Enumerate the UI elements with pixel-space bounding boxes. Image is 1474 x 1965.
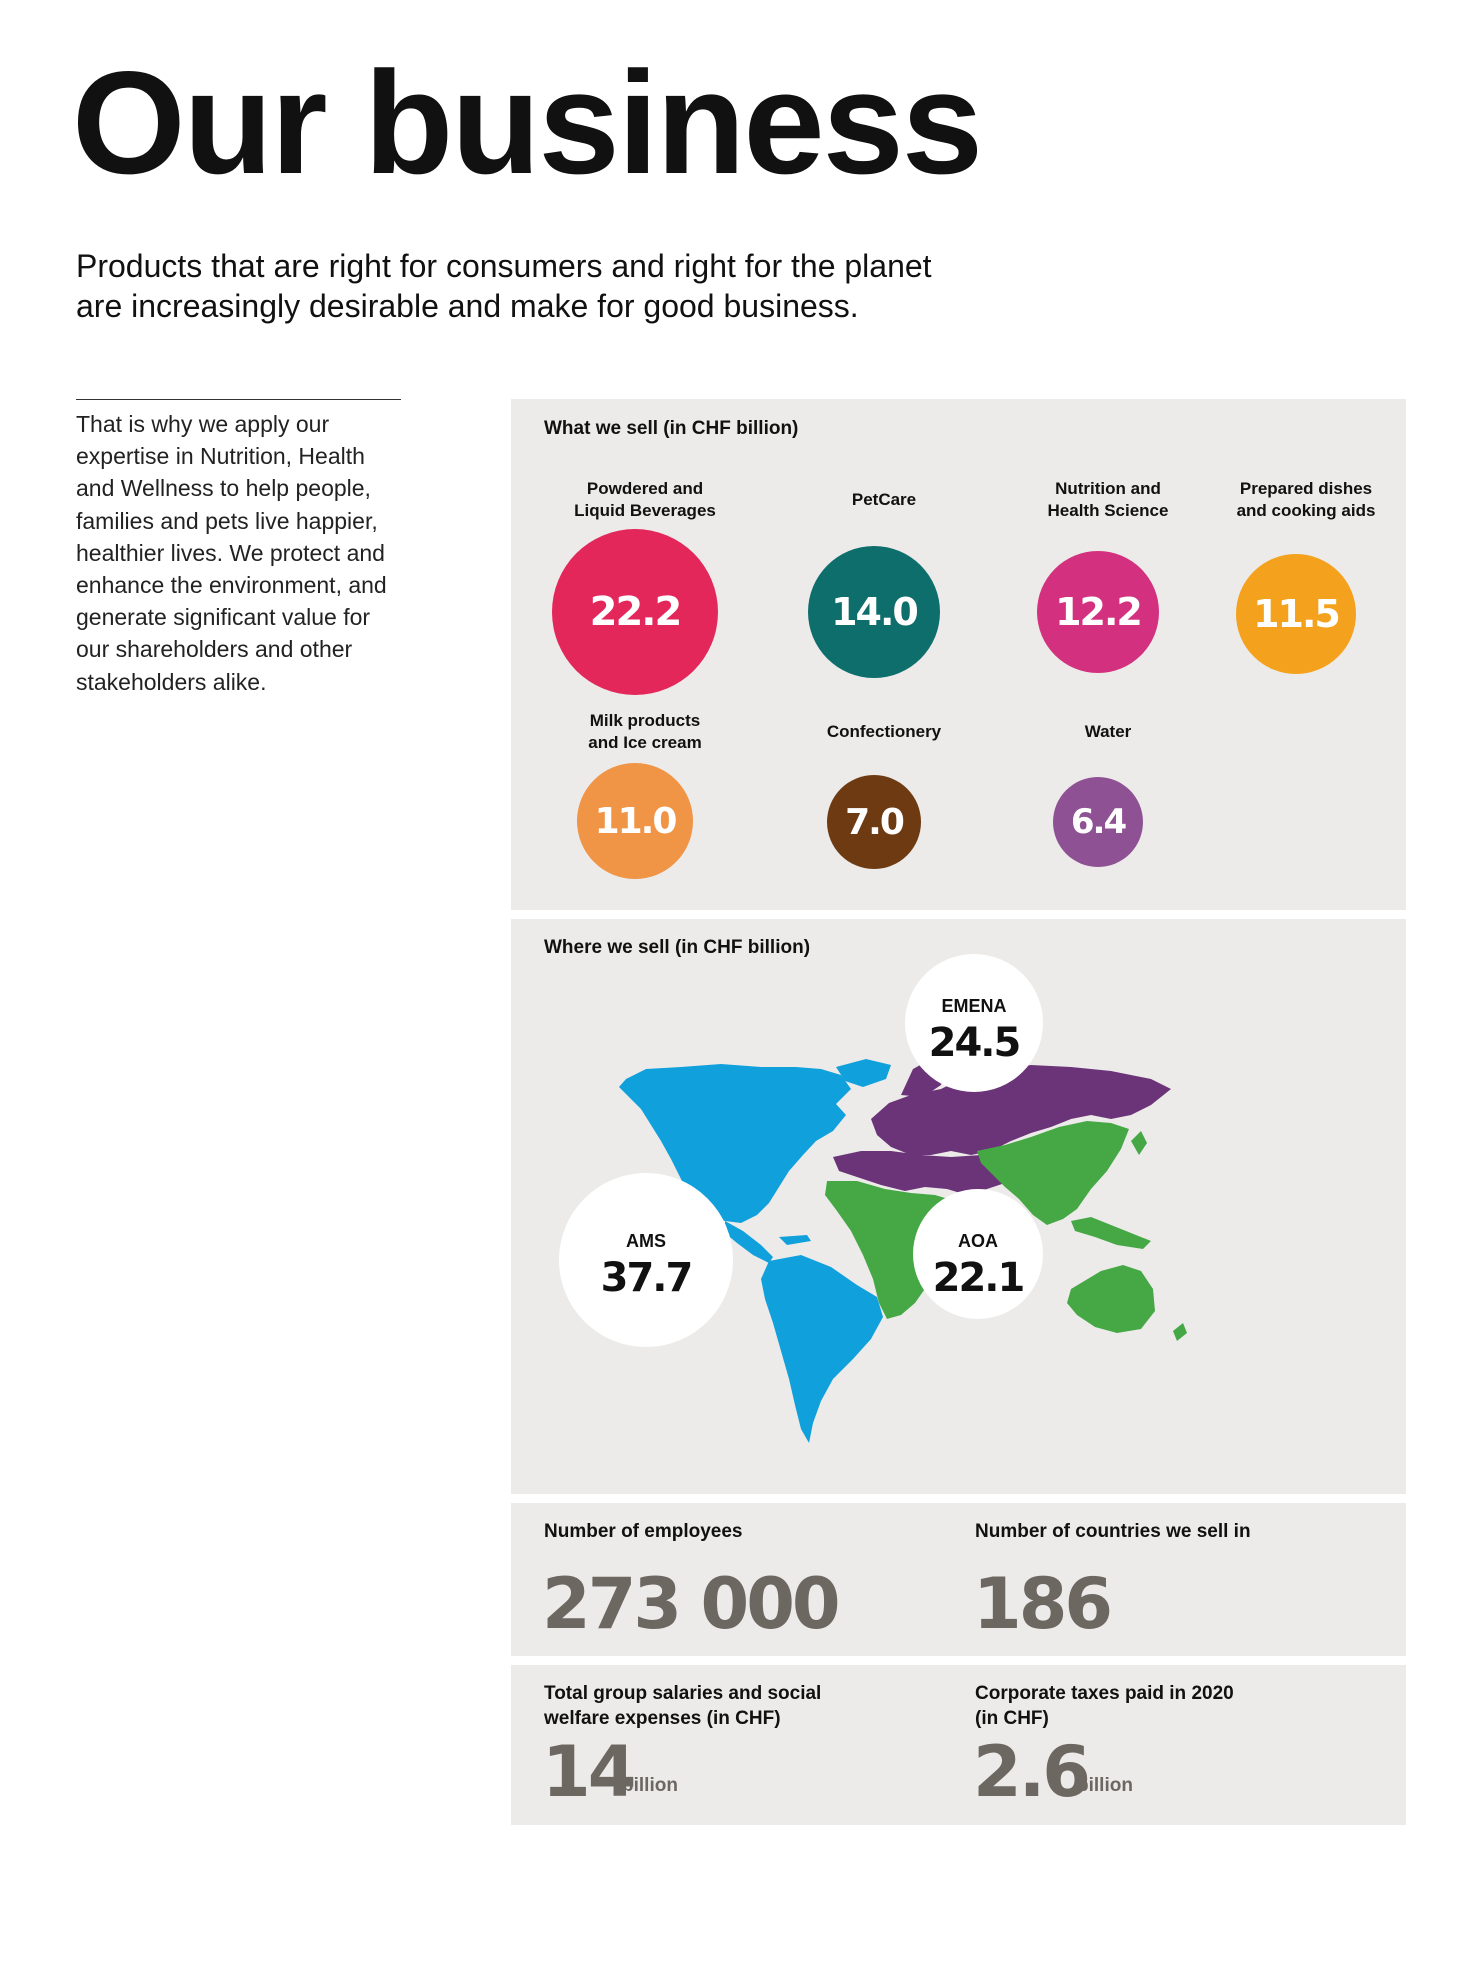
employees-label: Number of employees bbox=[544, 1521, 743, 1542]
product-label-milk: Milk products and Ice cream bbox=[588, 711, 702, 752]
australia-shape bbox=[1067, 1265, 1155, 1333]
product-bubble-water bbox=[1053, 777, 1143, 867]
salaries-value: 14 bbox=[542, 1731, 634, 1813]
employees-countries-panel bbox=[511, 1503, 1406, 1656]
product-bubble-petcare bbox=[808, 546, 940, 678]
taxes-label: Corporate taxes paid in 2020 (in CHF) bbox=[975, 1683, 1234, 1729]
product-bubble-milk bbox=[577, 763, 693, 879]
taxes-unit: billion bbox=[1077, 1775, 1133, 1796]
what-we-sell-heading: What we sell (in CHF billion) bbox=[544, 418, 799, 439]
product-bubble-confectionery bbox=[827, 775, 921, 869]
product-label-petcare: PetCare bbox=[851, 490, 917, 509]
south-america-shape bbox=[761, 1255, 883, 1443]
countries-value: 186 bbox=[973, 1563, 1111, 1645]
product-value-prepared: 11.5 bbox=[1253, 592, 1339, 636]
product-value-petcare: 14.0 bbox=[831, 590, 917, 634]
caribbean-shape bbox=[779, 1235, 811, 1245]
salaries-unit: billion bbox=[622, 1775, 678, 1796]
intro-paragraph: That is why we apply our expertise in Nutrition, Health and Wellness to help people, families and pets live happier, healthier lives. We protect and enhance the environment, and generate significant value for our shareholders and other stakeholders alike. bbox=[76, 411, 387, 695]
ams-label: AMS bbox=[626, 1231, 666, 1251]
page-subtitle bbox=[76, 246, 1076, 326]
countries-label: Number of countries we sell in bbox=[975, 1521, 1251, 1542]
product-value-nutrition: 12.2 bbox=[1055, 590, 1141, 634]
japan-shape bbox=[1131, 1131, 1147, 1155]
product-bubble-prepared bbox=[1236, 554, 1356, 674]
intro-divider bbox=[76, 399, 401, 400]
aoa-label: AOA bbox=[958, 1231, 998, 1251]
product-value-water: 6.4 bbox=[1070, 802, 1126, 842]
aoa-circle bbox=[913, 1189, 1043, 1319]
product-bubble-beverages bbox=[552, 529, 718, 695]
product-value-confectionery: 7.0 bbox=[845, 801, 903, 843]
emena-label: EMENA bbox=[941, 996, 1007, 1016]
ams-circle bbox=[559, 1173, 733, 1347]
subtitle-line-2: are increasingly desirable and make for good business. bbox=[76, 288, 859, 324]
emena-value: 24.5 bbox=[928, 1020, 1020, 1066]
page-title: Our business bbox=[72, 41, 982, 204]
product-value-milk: 11.0 bbox=[594, 800, 676, 842]
where-we-sell-heading: Where we sell (in CHF billion) bbox=[544, 937, 811, 958]
product-label-water: Water bbox=[1084, 722, 1132, 741]
product-bubble-nutrition bbox=[1037, 551, 1159, 673]
southeast-asia-shape bbox=[1071, 1217, 1151, 1249]
product-value-beverages: 22.2 bbox=[589, 589, 681, 635]
salaries-taxes-panel bbox=[511, 1665, 1406, 1825]
product-label-prepared: Prepared dishes and cooking aids bbox=[1236, 479, 1376, 520]
product-label-nutrition: Nutrition and Health Science bbox=[1047, 479, 1169, 520]
product-label-confectionery: Confectionery bbox=[826, 722, 942, 741]
aoa-value: 22.1 bbox=[932, 1255, 1024, 1301]
what-we-sell-panel bbox=[511, 399, 1406, 910]
ams-value: 37.7 bbox=[600, 1255, 692, 1301]
new-zealand-shape bbox=[1173, 1323, 1187, 1341]
product-label-beverages: Powdered and Liquid Beverages bbox=[574, 479, 716, 520]
salaries-label: Total group salaries and social welfare expenses (in CHF) bbox=[544, 1683, 822, 1729]
taxes-value: 2.6 bbox=[973, 1731, 1089, 1813]
employees-value: 273 000 bbox=[542, 1563, 838, 1645]
subtitle-line-1: Products that are right for consumers and right for the planet bbox=[76, 248, 932, 284]
where-we-sell-panel bbox=[511, 919, 1406, 1494]
emena-circle bbox=[905, 954, 1043, 1092]
